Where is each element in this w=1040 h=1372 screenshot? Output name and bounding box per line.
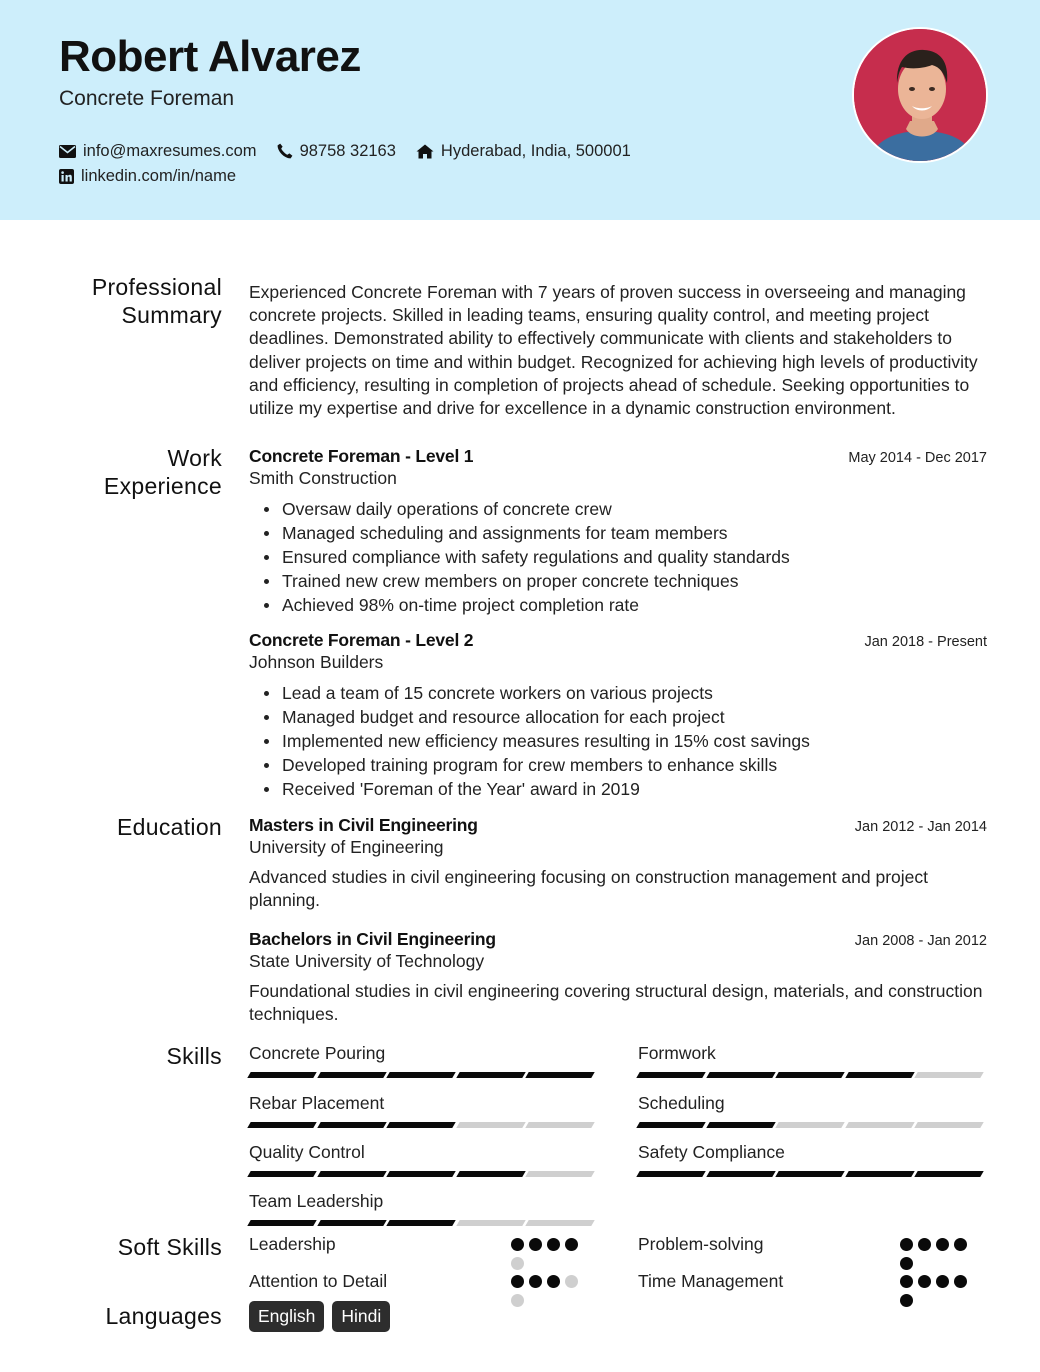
soft-skill-name: Time Management bbox=[638, 1271, 784, 1291]
skill-item bbox=[249, 1093, 597, 1128]
soft-skill-name: Attention to Detail bbox=[249, 1271, 388, 1291]
soft-skill-level-dot bbox=[900, 1275, 913, 1288]
education-dates: Jan 2012 - Jan 2014 bbox=[854, 819, 987, 835]
language-badge: English bbox=[249, 1301, 324, 1332]
education-dates: Jan 2008 - Jan 2012 bbox=[854, 933, 987, 949]
job-title: Concrete Foreman - Level 1 bbox=[249, 446, 474, 466]
skill-level-segment bbox=[636, 1171, 705, 1177]
email-text: info@maxresumes.com bbox=[83, 141, 257, 160]
work-entry bbox=[249, 630, 987, 801]
skill-level-segment bbox=[915, 1122, 984, 1128]
candidate-name: Robert Alvarez bbox=[59, 32, 361, 81]
soft-skill-item bbox=[249, 1234, 589, 1276]
section-work-label: Work Experience bbox=[103, 445, 222, 499]
soft-skill-level-dot bbox=[918, 1238, 931, 1251]
degree-title: Bachelors in Civil Engineering bbox=[249, 929, 496, 949]
skill-level-segment bbox=[775, 1171, 844, 1177]
section-summary-label: Professional Summary bbox=[91, 274, 222, 328]
section-heading-work bbox=[0, 444, 222, 500]
soft-skill-level-dot bbox=[511, 1257, 524, 1270]
job-title: Concrete Foreman - Level 2 bbox=[249, 630, 474, 650]
skill-level-segment bbox=[456, 1171, 525, 1177]
summary-section bbox=[249, 281, 987, 420]
soft-skill-item bbox=[638, 1234, 978, 1276]
soft-skill-level-dot bbox=[954, 1275, 967, 1288]
skill-level-segment bbox=[636, 1122, 705, 1128]
skill-level-segment bbox=[456, 1220, 525, 1226]
skill-level-segment bbox=[247, 1072, 316, 1078]
skill-level-segment bbox=[526, 1171, 595, 1177]
profile-photo bbox=[852, 27, 988, 163]
soft-skill-level-dot bbox=[547, 1275, 560, 1288]
skill-level-segment bbox=[845, 1072, 914, 1078]
work-entry bbox=[249, 446, 987, 617]
list-item: Developed training program for crew members to enhance skills bbox=[282, 753, 987, 777]
email-item[interactable] bbox=[59, 142, 257, 161]
skill-level-bars bbox=[249, 1220, 597, 1226]
skill-level-segment bbox=[636, 1072, 705, 1078]
soft-skill-level-dot bbox=[511, 1294, 524, 1307]
skill-name: Formwork bbox=[638, 1043, 716, 1063]
skill-item bbox=[249, 1191, 597, 1226]
soft-skill-dots bbox=[511, 1275, 583, 1313]
education-description: Foundational studies in civil engineering covering structural design, materials, and construction techniques. bbox=[249, 981, 983, 1025]
resume-header bbox=[0, 0, 1040, 220]
soft-skill-level-dot bbox=[918, 1275, 931, 1288]
list-item: Managed budget and resource allocation for each project bbox=[282, 705, 987, 729]
languages-list bbox=[249, 1301, 398, 1332]
section-skills-label: Skills bbox=[166, 1043, 222, 1069]
school-name: State University of Technology bbox=[249, 951, 485, 971]
soft-skill-level-dot bbox=[511, 1275, 524, 1288]
skill-level-segment bbox=[526, 1220, 595, 1226]
linkedin-icon bbox=[59, 169, 74, 184]
summary-text: Experienced Concrete Foreman with 7 years of proven success in overseeing and managing concrete projects. Skilled in leading teams, ensuring quality control, and meeting project deadlines. Demonstrated ability to effectively communicate with clients and stakeholders to deliver projects on time and within budget. Recognized for achieving high levels of productivity and efficiency, resulting in completion of projects ahead of schedule. Seeking opportunities to utilize my expertise and drive for excellence in a dynamic construction environment. bbox=[249, 282, 978, 419]
skill-level-segment bbox=[526, 1122, 595, 1128]
list-item: Lead a team of 15 concrete workers on various projects bbox=[282, 681, 987, 705]
section-heading-summary bbox=[0, 273, 222, 329]
phone-item[interactable] bbox=[277, 142, 396, 161]
phone-icon bbox=[277, 143, 293, 159]
section-heading-languages bbox=[0, 1302, 222, 1330]
company-name: Johnson Builders bbox=[249, 652, 384, 672]
job-dates: Jan 2018 - Present bbox=[864, 634, 987, 650]
section-heading-education bbox=[0, 813, 222, 841]
skill-level-segment bbox=[317, 1122, 386, 1128]
skill-name: Safety Compliance bbox=[638, 1142, 785, 1162]
soft-skill-level-dot bbox=[529, 1275, 542, 1288]
soft-skill-level-dot bbox=[900, 1238, 913, 1251]
portrait-image bbox=[854, 29, 988, 163]
soft-skill-name: Problem-solving bbox=[638, 1234, 764, 1254]
skill-level-bars bbox=[638, 1171, 986, 1177]
skill-item bbox=[638, 1142, 986, 1177]
soft-skill-level-dot bbox=[936, 1275, 949, 1288]
section-languages-label: Languages bbox=[105, 1303, 222, 1329]
address-text: Hyderabad, India, 500001 bbox=[440, 141, 631, 160]
candidate-title: Concrete Foreman bbox=[59, 87, 235, 110]
education-description: Advanced studies in civil engineering focusing on construction management and project planning. bbox=[249, 867, 929, 911]
skill-level-bars bbox=[638, 1072, 986, 1078]
envelope-icon bbox=[59, 145, 76, 158]
skill-level-segment bbox=[247, 1171, 316, 1177]
list-item: Received 'Foreman of the Year' award in 2019 bbox=[282, 777, 987, 801]
skill-level-bars bbox=[249, 1122, 597, 1128]
skill-item bbox=[638, 1043, 986, 1078]
skill-item bbox=[249, 1043, 597, 1078]
skill-name: Quality Control bbox=[249, 1142, 365, 1162]
language-badge: Hindi bbox=[332, 1301, 390, 1332]
skill-level-segment bbox=[706, 1072, 775, 1078]
skill-level-bars bbox=[249, 1072, 597, 1078]
skill-level-segment bbox=[317, 1220, 386, 1226]
skill-level-segment bbox=[845, 1122, 914, 1128]
skill-level-segment bbox=[386, 1072, 455, 1078]
skill-level-bars bbox=[249, 1171, 597, 1177]
list-item: Trained new crew members on proper concrete techniques bbox=[282, 569, 987, 593]
skill-name: Scheduling bbox=[638, 1093, 725, 1113]
soft-skill-level-dot bbox=[900, 1294, 913, 1307]
skill-level-segment bbox=[386, 1220, 455, 1226]
job-bullets bbox=[282, 497, 987, 617]
phone-text: 98758 32163 bbox=[299, 141, 396, 160]
skill-level-segment bbox=[386, 1171, 455, 1177]
skill-level-segment bbox=[456, 1122, 525, 1128]
soft-skill-level-dot bbox=[511, 1238, 524, 1251]
soft-skill-level-dot bbox=[565, 1238, 578, 1251]
skill-level-segment bbox=[526, 1072, 595, 1078]
skill-level-segment bbox=[845, 1171, 914, 1177]
skill-level-segment bbox=[317, 1072, 386, 1078]
list-item: Managed scheduling and assignments for team members bbox=[282, 521, 987, 545]
address-item bbox=[416, 142, 631, 161]
list-item: Achieved 98% on-time project completion rate bbox=[282, 593, 987, 617]
skill-level-bars bbox=[638, 1122, 986, 1128]
section-heading-skills bbox=[0, 1042, 222, 1070]
company-name: Smith Construction bbox=[249, 468, 397, 488]
skill-name: Team Leadership bbox=[249, 1191, 384, 1211]
soft-skill-level-dot bbox=[936, 1238, 949, 1251]
list-item: Implemented new efficiency measures resulting in 15% cost savings bbox=[282, 729, 987, 753]
skill-level-segment bbox=[247, 1122, 316, 1128]
soft-skill-level-dot bbox=[529, 1238, 542, 1251]
education-entry bbox=[249, 929, 987, 1026]
skill-name: Rebar Placement bbox=[249, 1093, 385, 1113]
list-item: Oversaw daily operations of concrete crew bbox=[282, 497, 987, 521]
job-dates: May 2014 - Dec 2017 bbox=[848, 450, 987, 466]
skill-level-segment bbox=[706, 1171, 775, 1177]
degree-title: Masters in Civil Engineering bbox=[249, 815, 478, 835]
soft-skill-name: Leadership bbox=[249, 1234, 336, 1254]
list-item: Ensured compliance with safety regulations and quality standards bbox=[282, 545, 987, 569]
section-heading-soft-skills bbox=[0, 1233, 222, 1261]
skill-name: Concrete Pouring bbox=[249, 1043, 386, 1063]
section-education-label: Education bbox=[117, 814, 222, 840]
soft-skill-level-dot bbox=[900, 1257, 913, 1270]
skill-level-segment bbox=[915, 1072, 984, 1078]
skill-level-segment bbox=[915, 1171, 984, 1177]
soft-skill-level-dot bbox=[954, 1238, 967, 1251]
skill-level-segment bbox=[775, 1072, 844, 1078]
education-entry bbox=[249, 815, 987, 912]
skill-level-segment bbox=[247, 1220, 316, 1226]
skill-level-segment bbox=[317, 1171, 386, 1177]
soft-skill-dots bbox=[900, 1275, 972, 1313]
skill-level-segment bbox=[775, 1122, 844, 1128]
skill-level-segment bbox=[706, 1122, 775, 1128]
linkedin-text: linkedin.com/in/name bbox=[81, 166, 236, 185]
skill-item bbox=[638, 1093, 986, 1128]
skill-item bbox=[249, 1142, 597, 1177]
linkedin-item[interactable] bbox=[59, 167, 236, 186]
soft-skill-item bbox=[638, 1271, 978, 1313]
job-bullets bbox=[282, 681, 987, 801]
contact-info bbox=[59, 139, 651, 189]
soft-skill-level-dot bbox=[565, 1275, 578, 1288]
home-icon bbox=[416, 144, 434, 159]
section-soft-skills-label: Soft Skills bbox=[117, 1234, 222, 1260]
skill-level-segment bbox=[456, 1072, 525, 1078]
school-name: University of Engineering bbox=[249, 837, 444, 857]
soft-skill-level-dot bbox=[547, 1238, 560, 1251]
skill-level-segment bbox=[386, 1122, 455, 1128]
